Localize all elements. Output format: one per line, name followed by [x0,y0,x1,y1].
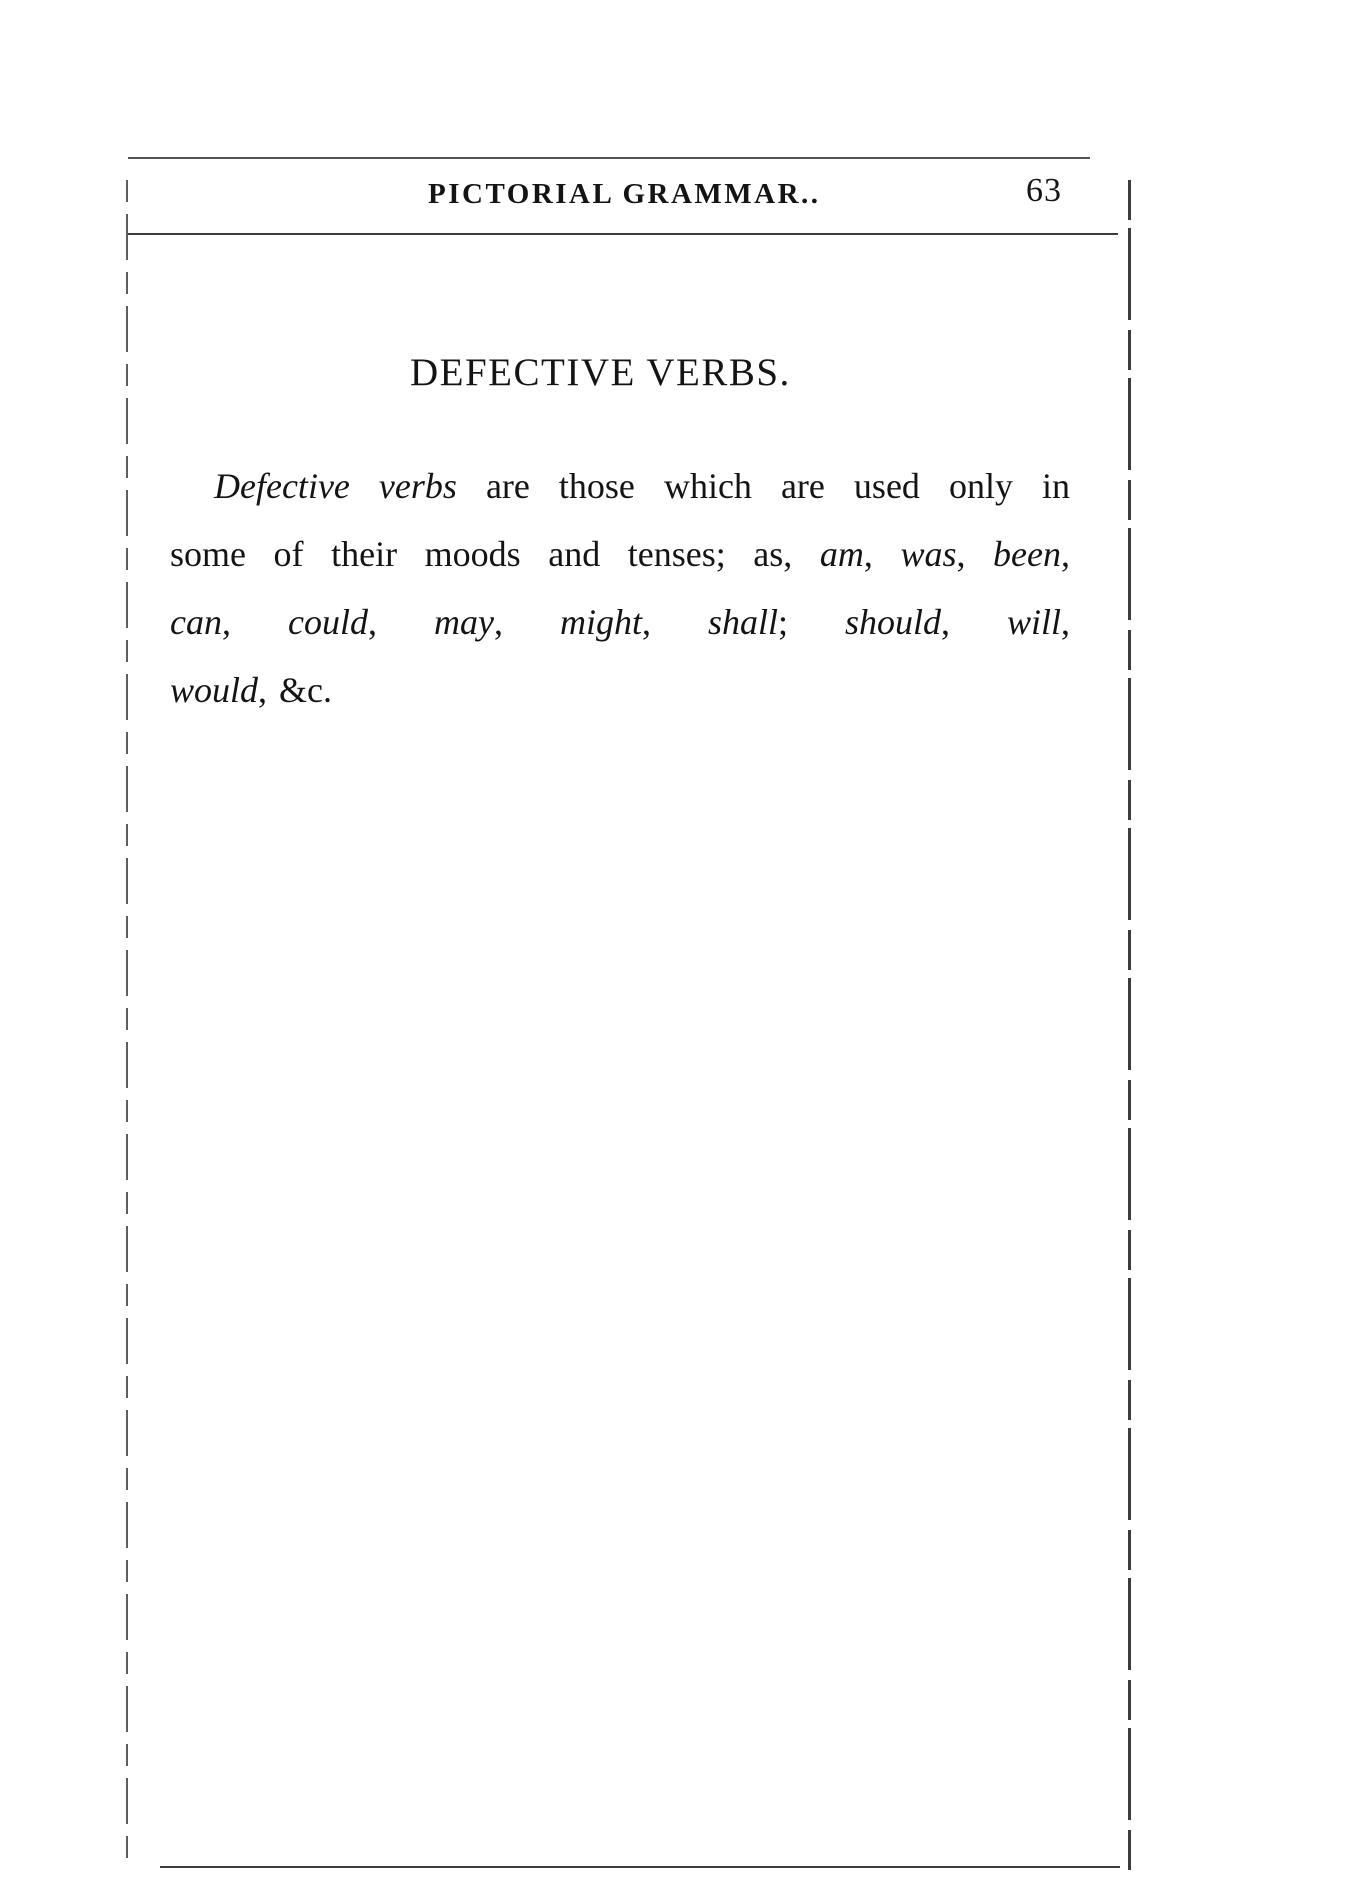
separator: , [956,534,994,574]
separator: , [863,534,901,574]
running-head-title: PICTORIAL GRAMMAR.. [428,178,821,210]
example-verb: might [559,602,642,642]
definition-text: are those which are used only in [456,466,1070,506]
header-underline-rule [128,233,1118,235]
example-verb: should [844,602,941,642]
left-border-rule [126,180,128,1870]
right-border-rule [1128,180,1131,1870]
example-verb: would [170,670,259,710]
separator: , [941,602,1007,642]
separator: , [221,602,288,642]
definition-paragraph [170,452,1070,724]
example-verb: am [819,534,864,574]
et-cetera: &c. [279,670,332,710]
example-verb: was [900,534,957,574]
paragraph-line-1 [170,452,1070,520]
section-heading: DEFECTIVE VERBS. [410,351,791,394]
example-verb: could [287,602,368,642]
paragraph-line-4 [170,656,1070,724]
definition-text: some of their moods and tenses; as, [170,534,820,574]
paragraph-line-3 [170,588,1070,656]
separator: ; [777,602,845,642]
example-verb: been [993,534,1062,574]
example-verb: shall [707,602,778,642]
page-number: 63 [1026,172,1062,209]
separator: , [1061,534,1071,574]
separator: , [493,602,560,642]
separator: , [367,602,434,642]
paragraph-line-2 [170,520,1070,588]
example-verb: will [1007,602,1062,642]
separator: , [641,602,708,642]
example-verb: can [170,602,222,642]
defined-term: Defective verbs [214,466,457,506]
separator: , [258,670,280,710]
bottom-border-rule [160,1866,1120,1868]
separator: , [1061,602,1071,642]
example-verb: may [433,602,494,642]
top-border-rule [128,157,1090,159]
